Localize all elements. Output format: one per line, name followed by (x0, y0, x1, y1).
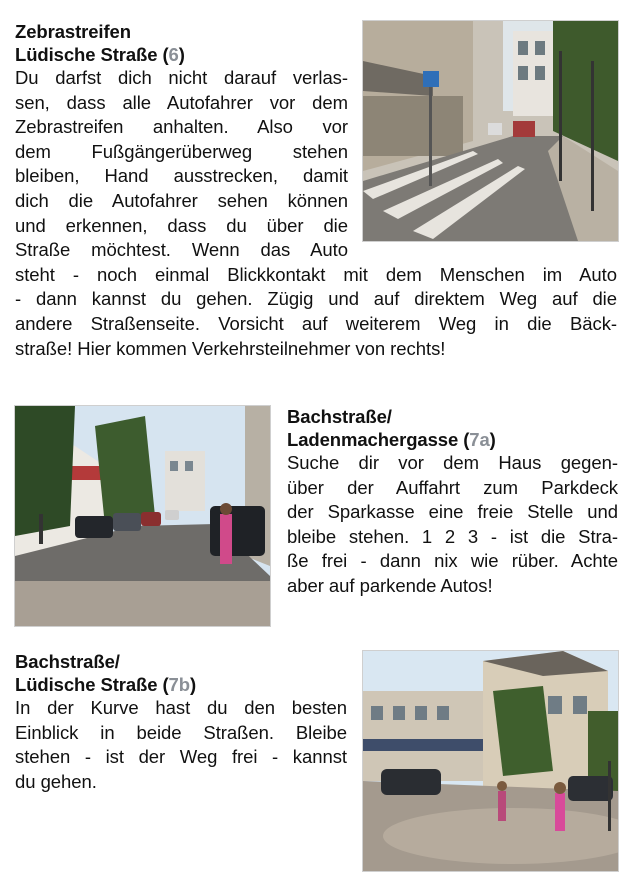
section-body (287, 451, 622, 599)
section-heading: Bachstraße/ (15, 651, 120, 672)
body-line: sen, dass alle Autofahrer vor dem (15, 91, 348, 113)
section-body (15, 696, 350, 794)
body-line: du gehen. (15, 770, 97, 792)
body-line: bleiben, Hand ausstrecken, damit (15, 165, 348, 187)
body-line: Suche dir vor dem Haus gegen- (287, 452, 618, 473)
section-7b (15, 650, 350, 794)
subheading-text: Lüdische Straße (15, 674, 158, 695)
body-line: Straße möchtest. Wenn das Auto (15, 239, 348, 261)
body-line: andere Straßenseite. Vorsicht auf weiterem Weg in die Bäck- (15, 312, 617, 334)
subheading-text: Lüdische Straße (15, 44, 158, 65)
section-body (15, 66, 615, 361)
section-heading: Bachstraße/ (287, 406, 392, 427)
section-7a (287, 405, 622, 599)
body-line: über der Auffahrt zum Parkdeck (287, 476, 618, 498)
section-subheading: Lüdische Straße (6) (15, 44, 185, 65)
subheading-text: Ladenmachergasse (287, 429, 459, 450)
section-subheading: Lüdische Straße (7b) (15, 674, 196, 695)
body-line: dich die Autofahrer sehen können (15, 189, 348, 211)
section-6 (15, 20, 615, 361)
body-line: - dann kannst du gehen. Zügig und auf direktem Weg auf die (15, 288, 617, 310)
street-corner-photo (362, 650, 619, 872)
body-line: Zebrastreifen anhalten. Also vor (15, 116, 348, 138)
parked-cars-street-photo (14, 405, 271, 627)
section-subheading: Ladenmachergasse (7a) (287, 429, 496, 450)
body-line: In der Kurve hast du den besten (15, 697, 347, 718)
body-line: stehen - ist der Weg frei - kannst (15, 746, 347, 768)
station-number: 7a (469, 429, 490, 450)
body-line: Du darfst dich nicht darauf verlas- (15, 67, 348, 88)
body-line: Einblick in beide Straßen. Bleibe (15, 721, 347, 743)
body-line: straße! Hier kommen Verkehrsteilnehmer von rechts! (15, 337, 446, 359)
body-line: bleibe stehen. 1 2 3 - ist die Stra- (287, 525, 618, 547)
body-line: steht - noch einmal Blickkontakt mit dem Menschen im Auto (15, 263, 617, 285)
station-number: 6 (168, 44, 179, 65)
body-line: ße frei - dann nix wie rüber. Achte (287, 550, 618, 572)
body-line: dem Fußgängerüberweg stehen (15, 140, 348, 162)
section-heading: Zebrastreifen (15, 21, 131, 42)
station-number: 7b (168, 674, 190, 695)
body-line: der Sparkasse eine freie Stelle und (287, 501, 618, 523)
body-line: und erkennen, dass du über die (15, 214, 348, 236)
body-line: aber auf parkende Autos! (287, 574, 493, 596)
